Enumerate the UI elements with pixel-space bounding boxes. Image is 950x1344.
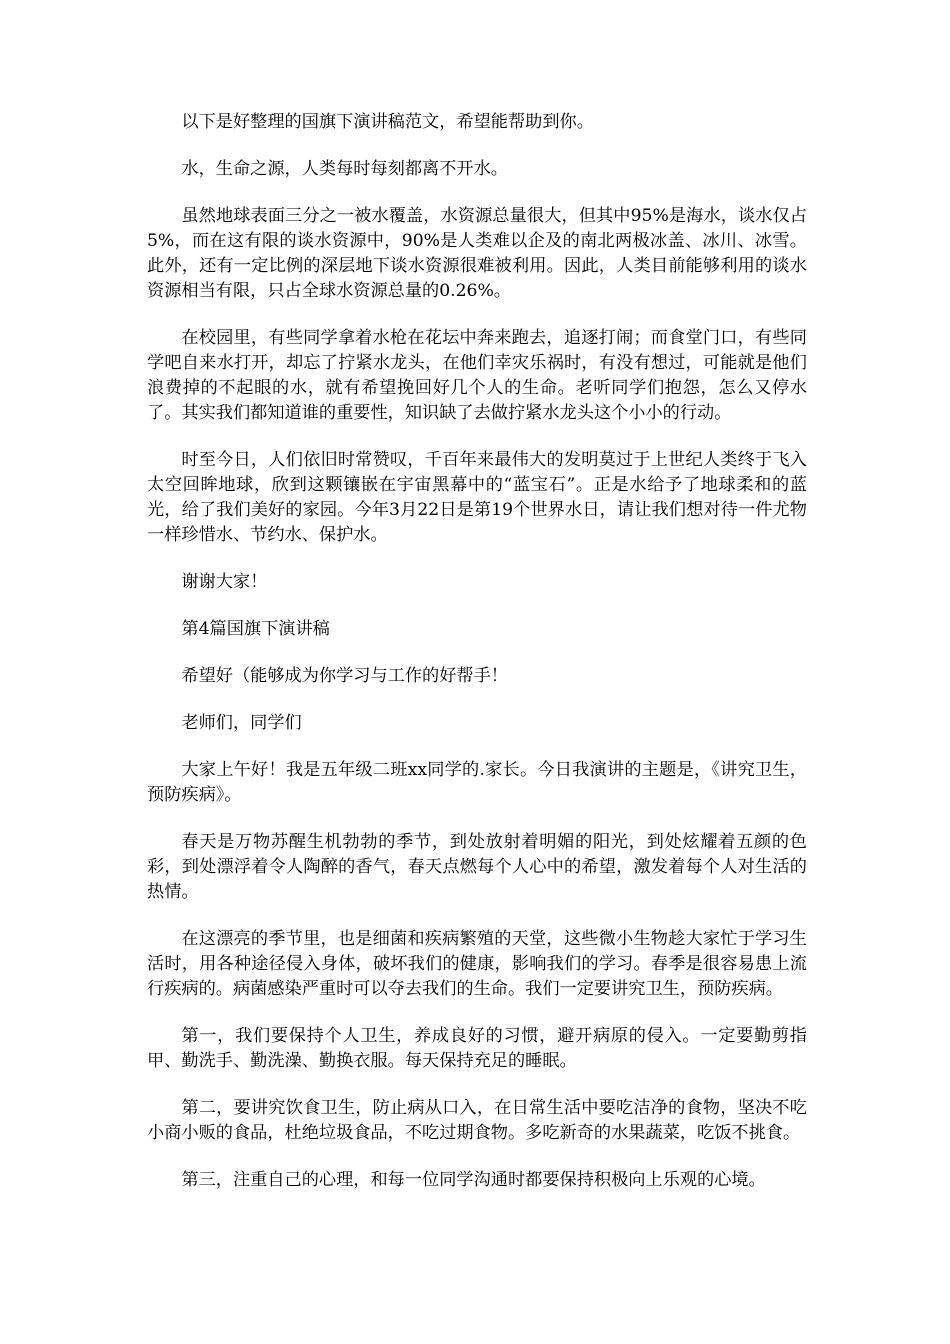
paragraph-thanks: 谢谢大家！: [181, 572, 268, 592]
paragraph-greeting: 大家上午好！我是五年级二班xx同学的.家长。今日我演讲的主题是，《讲究卫生，预防疾病》。: [147, 760, 807, 805]
paragraph-wish: 希望好（能够成为你学习与工作的好帮手！: [181, 666, 508, 686]
paragraph-intro: 以下是好整理的国旗下演讲稿范文，希望能帮助到你。: [181, 112, 594, 132]
paragraph-point-three: 第三，注重自己的心理，和每一位同学沟通时都要保持积极向上乐观的心境。: [181, 1170, 766, 1190]
paragraph-water-resources: 虽然地球表面三分之一被水覆盖，水资源总量很大，但其中95%是海水，谈水仅占5%，而在这有限的谈水资源中，90%是人类难以企及的南北两极冰盖、冰川、冰雪。此外，还有一定比例的深层地下谈水资源很难被利用。因此，人类目前能够利用的谈水资源相当有限，只占全球水资源总量的0.26%。: [147, 206, 807, 301]
paragraph-germs: 在这漂亮的季节里，也是细菌和疾病繁殖的天堂，这些微小生物趁大家忙于学习生活时，用各种途径侵入身体，破坏我们的健康，影响我们的学习。春季是很容易患上流行疾病的。病菌感染严重时可以夺去我们的生命。我们一定要讲究卫生，预防疾病。: [147, 929, 807, 999]
document-page: [147, 110, 807, 1215]
paragraph-point-one: 第一，我们要保持个人卫生，养成良好的习惯，避开病原的侵入。一定要勤剪指甲、勤洗手、勤洗澡、勤换衣服。每天保持充足的睡眠。: [147, 1026, 807, 1071]
section-heading: 第4篇国旗下演讲稿: [181, 619, 330, 639]
paragraph-campus-waste: 在校园里，有些同学拿着水枪在花坛中奔来跑去，追逐打闹；而食堂门口，有些同学吧自来水打开，却忘了拧紧水龙头，在他们幸灾乐祸时，有没有想过，可能就是他们浪费掉的不起眼的水，就有希望挽回好几个人的生命。老听同学们抱怨，怎么又停水了。其实我们都知道谁的重要性，知识缺了去做拧紧水龙头这个小小的行动。: [147, 328, 807, 423]
paragraph-water-source: 水，生命之源，人类每时每刻都离不开水。: [181, 159, 508, 179]
paragraph-point-two: 第二，要讲究饮食卫生，防止病从口入，在日常生活中要吃洁净的食物，坚决不吃小商小贩的食品，杜绝垃圾食品，不吃过期食物。多吃新奇的水果蔬菜，吃饭不挑食。: [147, 1098, 807, 1143]
paragraph-spring: 春天是万物苏醒生机勃勃的季节，到处放射着明媚的阳光，到处炫耀着五颜的色彩，到处漂浮着令人陶醉的香气，春天点燃每个人心中的希望，激发着每个人对生活的热情。: [147, 832, 807, 902]
paragraph-world-water-day: 时至今日，人们依旧时常赞叹，千百年来最伟大的发明莫过于上世纪人类终于飞入太空回眸地球，欣到这颗镶嵌在宇宙黑幕中的“蓝宝石”。正是水给予了地球柔和的蓝光，给了我们美好的家园。今年3月22日是第19个世界水日，请让我们想对待一件尤物一样珍惜水、节约水、保护水。: [147, 450, 807, 545]
paragraph-salutation: 老师们，同学们: [181, 713, 302, 733]
